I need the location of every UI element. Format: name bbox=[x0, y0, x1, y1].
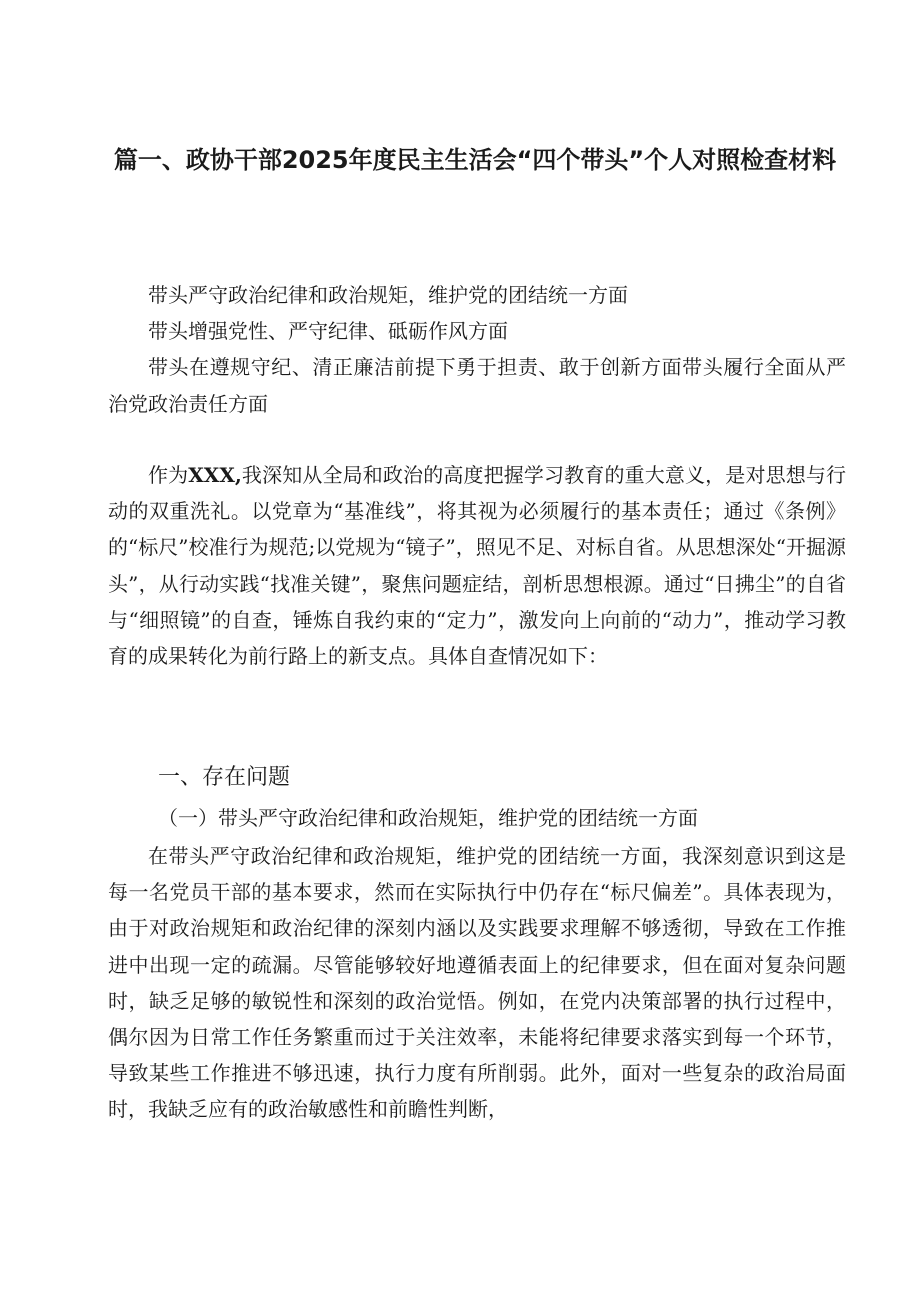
intro-paragraph bbox=[108, 457, 846, 674]
intro-text bbox=[108, 457, 846, 674]
subsection-1-paragraph bbox=[108, 838, 846, 1128]
subsection-heading-1: （一）带头严守政治纪律和政治规矩，维护党的团结统一方面 bbox=[158, 806, 698, 830]
intro-rest: 我深知从全局和政治的高度把握学习教育的重大意义，是对思想与行动的双重洗礼。以党章为“基准线”，将其视为必须履行的基本责任；通过《条例》的“标尺”校准行为规范;以党规为“镜子”，照见不足、对标自省。从思想深处“开掘源头”，从行动实践“找准关键”，聚焦问题症结，剖析思想根源。通过“日拂尘”的自省与“细照镜”的自查，锤炼自我约束的“定力”，激发向上向前的“动力”，推动学习教育的成果转化为前行路上的新支点。具体自查情况如下： bbox=[108, 463, 847, 669]
section-heading-problems: 一、存在问题 bbox=[158, 765, 291, 790]
topic-item-2: 带头增强党性、严守纪律、砥砺作风方面 bbox=[148, 319, 508, 344]
intro-name: XXX, bbox=[188, 463, 242, 487]
intro-prefix: 作为 bbox=[148, 463, 189, 487]
document-title: 篇一、政协干部2025年度民主生活会“四个带头”个人对照检查材料 bbox=[113, 146, 837, 174]
topic-item-3: 带头在遵规守纪、清正廉洁前提下勇于担责、敢于创新方面带头履行全面从严治党政治责任方面 bbox=[108, 355, 846, 416]
subsection-1-text: 在带头严守政治纪律和政治规矩，维护党的团结统一方面，我深刻意识到这是每一名党员干部的基本要求，然而在实际执行中仍存在“标尺偏差”。具体表现为，由于对政治规矩和政治纪律的深刻内涵以及实践要求理解不够透彻，导致在工作推进中出现一定的疏漏。尽管能够较好地遵循表面上的纪律要求，但在面对复杂问题时，缺乏足够的敏锐性和深刻的政治觉悟。例如，在党内决策部署的执行过程中，偶尔因为日常工作任务繁重而过于关注效率，未能将纪律要求落实到每一个环节，导致某些工作推进不够迅速，执行力度有所削弱。此外，面对一些复杂的政治局面时，我缺乏应有的政治敏感性和前瞻性判断， bbox=[108, 844, 846, 1122]
topic-list bbox=[108, 277, 846, 422]
topic-item-1: 带头严守政治纪律和政治规矩，维护党的团结统一方面 bbox=[148, 283, 628, 307]
